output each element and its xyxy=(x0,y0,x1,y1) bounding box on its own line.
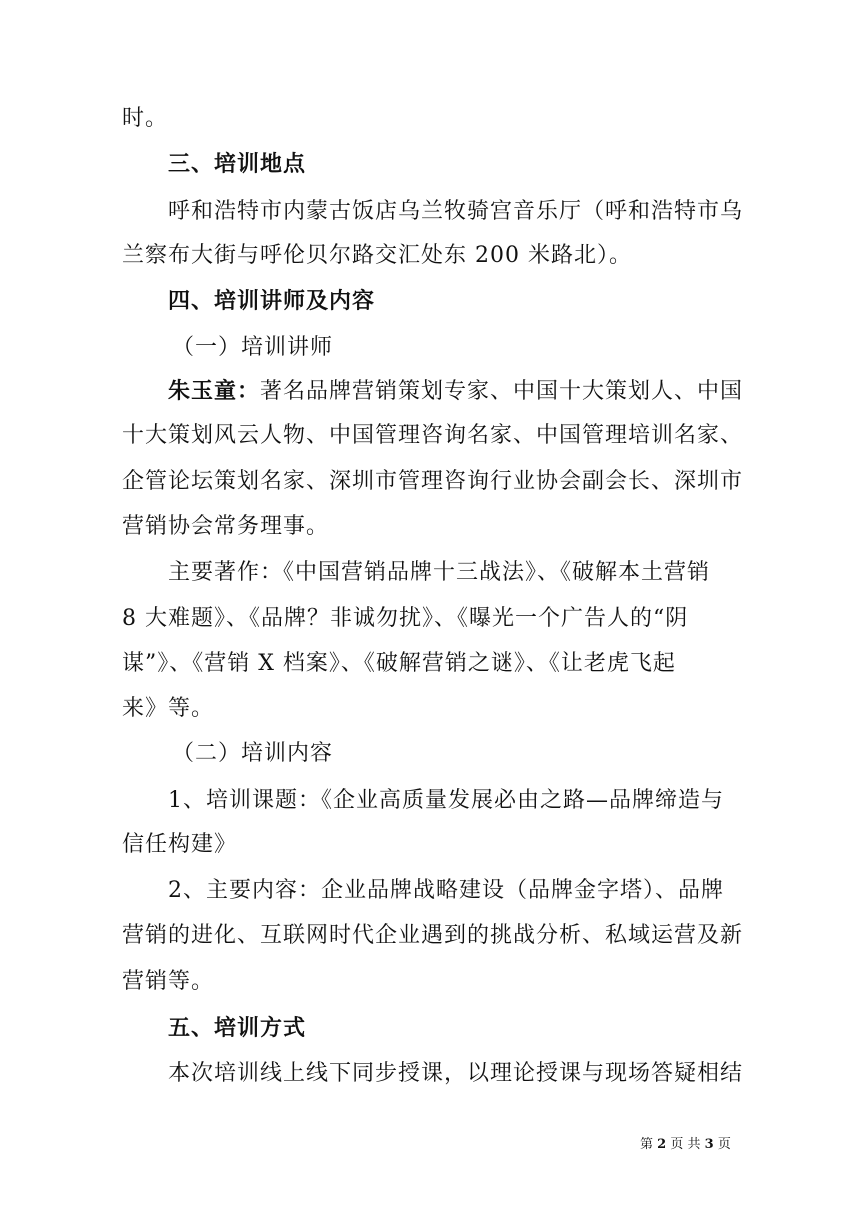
text-line: 呼和浩特市内蒙古饭店乌兰牧骑宫音乐厅（呼和浩特市乌 xyxy=(168,199,744,224)
text-line: 1、培训课题：《企业高质量发展必由之路—品牌缔造与 xyxy=(168,788,724,813)
text-line: 信任构建》 xyxy=(122,832,238,857)
text-line: 来》等。 xyxy=(122,696,215,721)
text-line: 2、主要内容：企业品牌战略建设（品牌金字塔）、品牌 xyxy=(168,878,724,903)
footer-prefix: 第 xyxy=(640,1137,654,1152)
text-line: 本次培训线上线下同步授课，以理论授课与现场答疑相结 xyxy=(168,1061,744,1086)
text-line: 兰察布大街与呼伦贝尔路交汇处东 200 米路北）。 xyxy=(122,243,632,268)
text-line: 营销的进化、互联网时代企业遇到的挑战分析、私域运营及新 xyxy=(122,923,744,948)
text-line: 8 大难题》、《品牌？非诚勿扰》、《曝光一个广告人的“阴 xyxy=(122,606,689,631)
text-line: 时。 xyxy=(122,106,169,131)
text-line: 主要著作：《中国营销品牌十三战法》、《破解本土营销 xyxy=(168,560,711,585)
section-heading: 五、培训方式 xyxy=(168,1016,307,1041)
lecturer-bio: 著名品牌营销策划专家、中国十大策划人、中国 xyxy=(260,379,744,404)
lecturer-name: 朱玉童： xyxy=(168,379,261,404)
footer-total-pages: 3 xyxy=(704,1137,714,1152)
text-line xyxy=(168,377,743,407)
footer-current-page: 2 xyxy=(657,1137,667,1152)
footer-suffix: 页 xyxy=(717,1137,731,1152)
section-heading: 三、培训地点 xyxy=(168,152,307,177)
text-line: 企管论坛策划名家、深圳市管理咨询行业协会副会长、深圳市 xyxy=(122,469,744,494)
text-line: 谋”》、《营销 X 档案》、《破解营销之谜》、《让老虎飞起 xyxy=(122,651,676,676)
text-line: 十大策划风云人物、中国管理咨询名家、中国管理培训名家、 xyxy=(122,423,744,448)
footer-middle: 页 共 xyxy=(670,1137,701,1152)
page-footer xyxy=(640,1136,731,1154)
text-line: 营销协会常务理事。 xyxy=(122,514,330,539)
subsection-heading: （二）培训内容 xyxy=(172,741,334,766)
text-line: 营销等。 xyxy=(122,969,215,994)
subsection-heading: （一）培训讲师 xyxy=(172,335,334,360)
section-heading: 四、培训讲师及内容 xyxy=(168,289,376,314)
